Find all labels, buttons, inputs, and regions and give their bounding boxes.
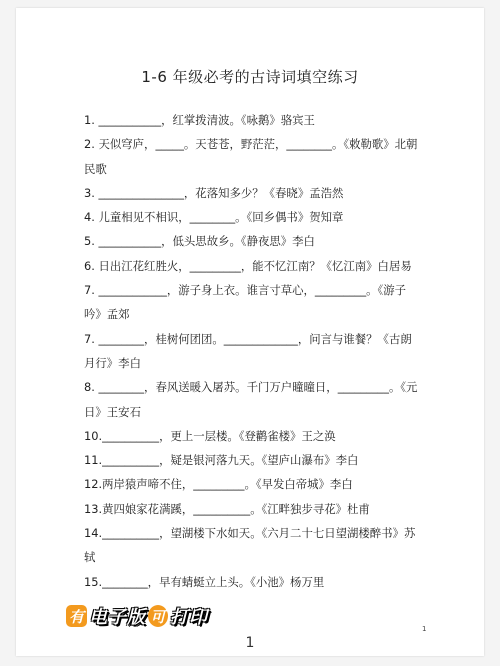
exercise-line: 月行》李白 (84, 355, 141, 370)
exercise-line: 2. 天似穹庐，_____。天苍苍，野茫茫，________。《敕勒歌》北朝 (84, 137, 418, 152)
exercise-line: 民歌 (84, 161, 107, 176)
exercise-line: 6. 日出江花红胜火，_________，能不忆江南？《忆江南》白居易 (84, 258, 412, 273)
exercise-line: 13.黄四娘家花满蹊，__________。《江畔独步寻花》杜甫 (84, 501, 370, 516)
exercise-line: 7. ________，桂树何团团。_____________，问言与谁餐？《古朗 (84, 331, 412, 346)
banner-text-end: 打印 (170, 607, 209, 628)
banner-text-main: 电子版 (89, 607, 147, 628)
printable-banner (66, 602, 208, 630)
banner-badge-right: 可 (148, 605, 168, 627)
exercise-line: 日》王安石 (84, 404, 141, 419)
exercise-line: 8. ________，春风送暖入屠苏。千门万户曈曈日，_________。《元 (84, 380, 418, 395)
exercise-line: 7. ____________，游子身上衣。谁言寸草心，_________。《游子 (84, 283, 407, 298)
exercise-line: 吟》孟郊 (84, 307, 130, 322)
page-number: 1 (245, 635, 255, 651)
banner-badge-left: 有 (66, 605, 87, 627)
exercise-line: 15.________，早有蜻蜓立上头。《小池》杨万里 (84, 574, 325, 589)
exercise-line: 14.__________，望湖楼下水如天。《六月二十七日望湖楼醉书》苏 (84, 526, 416, 541)
exercise-line: 10.__________，更上一层楼。《登鹳雀楼》王之涣 (84, 428, 336, 443)
exercise-line: 11.__________，疑是银河落九天。《望庐山瀑布》李白 (84, 453, 359, 468)
exercise-line: 12.两岸猿声啼不住，_________。《早发白帝城》李白 (84, 477, 353, 492)
document-page (16, 8, 484, 656)
exercise-line: 3. _______________，花落知多少？《春晓》孟浩然 (84, 185, 344, 200)
document-title: 1-6 年级必考的古诗词填空练习 (141, 68, 359, 86)
exercise-line: 5. ___________，低头思故乡。《静夜思》李白 (84, 234, 315, 249)
exercise-line: 1. ___________，红掌拨清波。《咏鹅》骆宾王 (84, 113, 315, 127)
exercise-line: 4. 儿童相见不相识，________。《回乡偶书》贺知章 (84, 210, 344, 225)
corner-page-number: 1 (422, 625, 427, 633)
exercise-line: 轼 (84, 550, 96, 565)
exercise-list (84, 108, 432, 594)
